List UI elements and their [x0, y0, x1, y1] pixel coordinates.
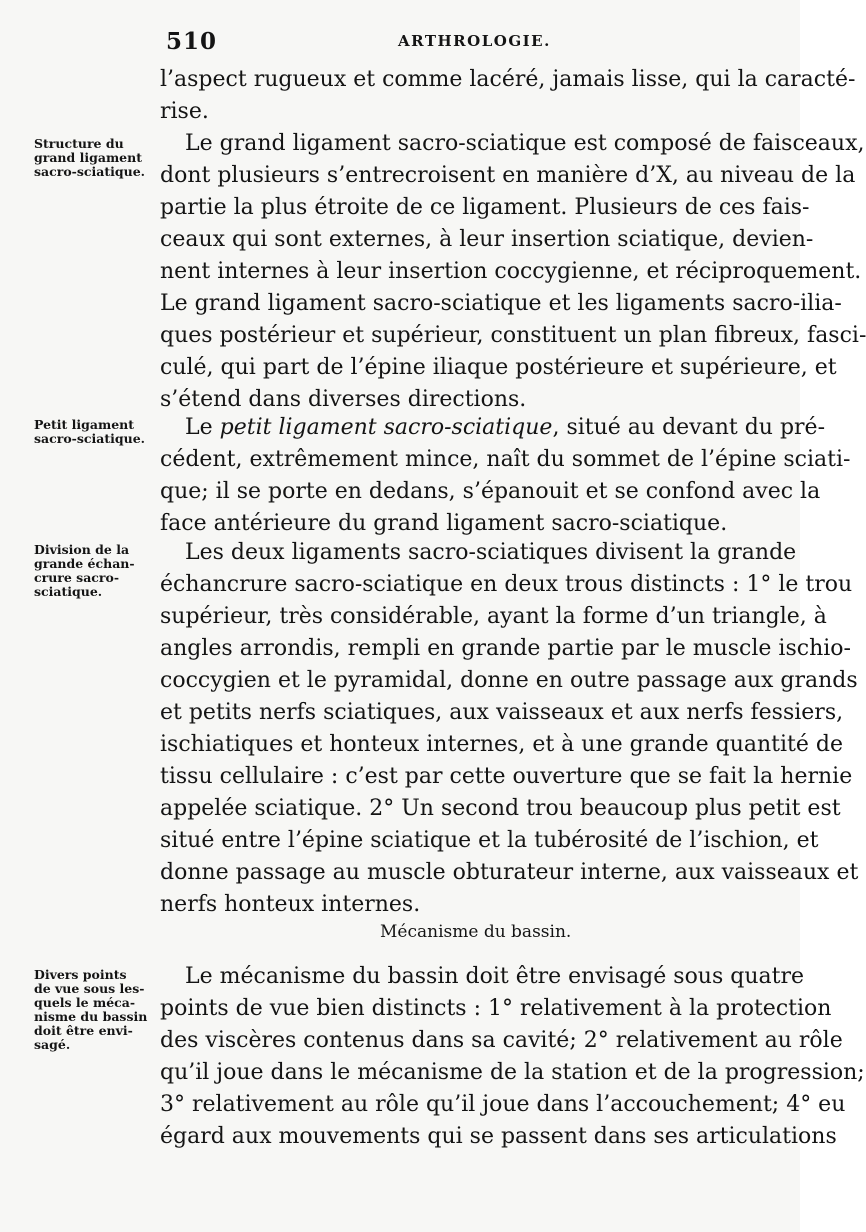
text-line: nerfs honteux internes. [160, 892, 421, 917]
margin-note-petit-ligament [34, 418, 160, 446]
text-line: et petits nerfs sciatiques, aux vaisseaux et aux nerfs fessiers, [160, 700, 844, 725]
section-heading: Mécanisme du bassin. [380, 922, 572, 942]
text-line: nent internes à leur insertion coccygienne, et réciproquement. [160, 259, 862, 284]
text-line: 3° relativement au rôle qu’il joue dans l’accouchement; 4° eu [160, 1092, 846, 1117]
running-head: ARTHROLOGIE. [398, 32, 551, 50]
text-line: face antérieure du grand ligament sacro-sciatique. [160, 511, 728, 536]
text-line: dont plusieurs s’entrecroisent en manière d’X, au niveau de la [160, 163, 856, 188]
text-line: Les deux ligaments sacro-sciatiques divisent la grande [185, 540, 797, 565]
text-line: points de vue bien distincts : 1° relativement à la protection [160, 996, 832, 1021]
margin-note-divers-points [34, 968, 160, 1052]
margin-note-text: Structure du grand ligament sacro-sciatique. [34, 136, 146, 179]
text-line: Le mécanisme du bassin doit être envisagé sous quatre [185, 964, 805, 989]
text-line: s’étend dans diverses directions. [160, 387, 527, 412]
text-line: cédent, extrêmement mince, naît du sommet de l’épine sciati- [160, 447, 851, 472]
text-line: appelée sciatique. 2° Un second trou beaucoup plus petit est [160, 796, 841, 821]
margin-note-text: Divers points de vue sous les- quels le méca- nisme du bassin doit être envi- sagé. [34, 967, 148, 1052]
margin-note-structure [34, 137, 160, 179]
margin-note-text: Division de la grande échan- crure sacro- sciatique. [34, 542, 135, 599]
text-run: Le [185, 415, 213, 440]
text-line: égard aux mouvements qui se passent dans ses articulations [160, 1124, 837, 1149]
text-line: ceaux qui sont externes, à leur insertion sciatique, devien- [160, 227, 814, 252]
margin-note-division [34, 543, 160, 599]
text-line: l’aspect rugueux et comme lacéré, jamais lisse, qui la caracté- [160, 67, 856, 92]
text-line: angles arrondis, rempli en grande partie par le muscle ischio- [160, 636, 851, 661]
text-line: supérieur, très considérable, ayant la forme d’un triangle, à [160, 604, 827, 629]
page-number: 510 [166, 28, 218, 55]
text-line: ques postérieur et supérieur, constituent un plan fibreux, fasci- [160, 323, 866, 348]
text-line: partie la plus étroite de ce ligament. Plusieurs de ces fais- [160, 195, 810, 220]
text-line: situé entre l’épine sciatique et la tubérosité de l’ischion, et [160, 828, 819, 853]
text-line: tissu cellulaire : c’est par cette ouverture que se fait la hernie [160, 764, 853, 789]
text-line: échancrure sacro-sciatique en deux trous distincts : 1° le trou [160, 572, 853, 597]
margin-note-text: Petit ligament sacro-sciatique. [34, 417, 146, 446]
text-run: , situé au devant du pré- [552, 415, 826, 440]
text-line: ischiatiques et honteux internes, et à une grande quantité de [160, 732, 843, 757]
text-line [185, 412, 826, 444]
text-line: coccygien et le pyramidal, donne en outre passage aux grands [160, 668, 858, 693]
text-line: Le grand ligament sacro-sciatique et les ligaments sacro-ilia- [160, 291, 842, 316]
text-line: que; il se porte en dedans, s’épanouit et se confond avec la [160, 479, 821, 504]
text-line: Le grand ligament sacro-sciatique est composé de faisceaux, [185, 131, 865, 156]
text-line: qu’il joue dans le mécanisme de la station et de la progression; [160, 1060, 865, 1085]
text-line: rise. [160, 99, 209, 124]
italic-term: petit ligament sacro-sciatique [219, 415, 553, 440]
text-line: donne passage au muscle obturateur interne, aux vaisseaux et [160, 860, 859, 885]
text-line: culé, qui part de l’épine iliaque postérieure et supérieure, et [160, 355, 837, 380]
page-header [0, 28, 800, 56]
text-line: des viscères contenus dans sa cavité; 2° relativement au rôle [160, 1028, 843, 1053]
